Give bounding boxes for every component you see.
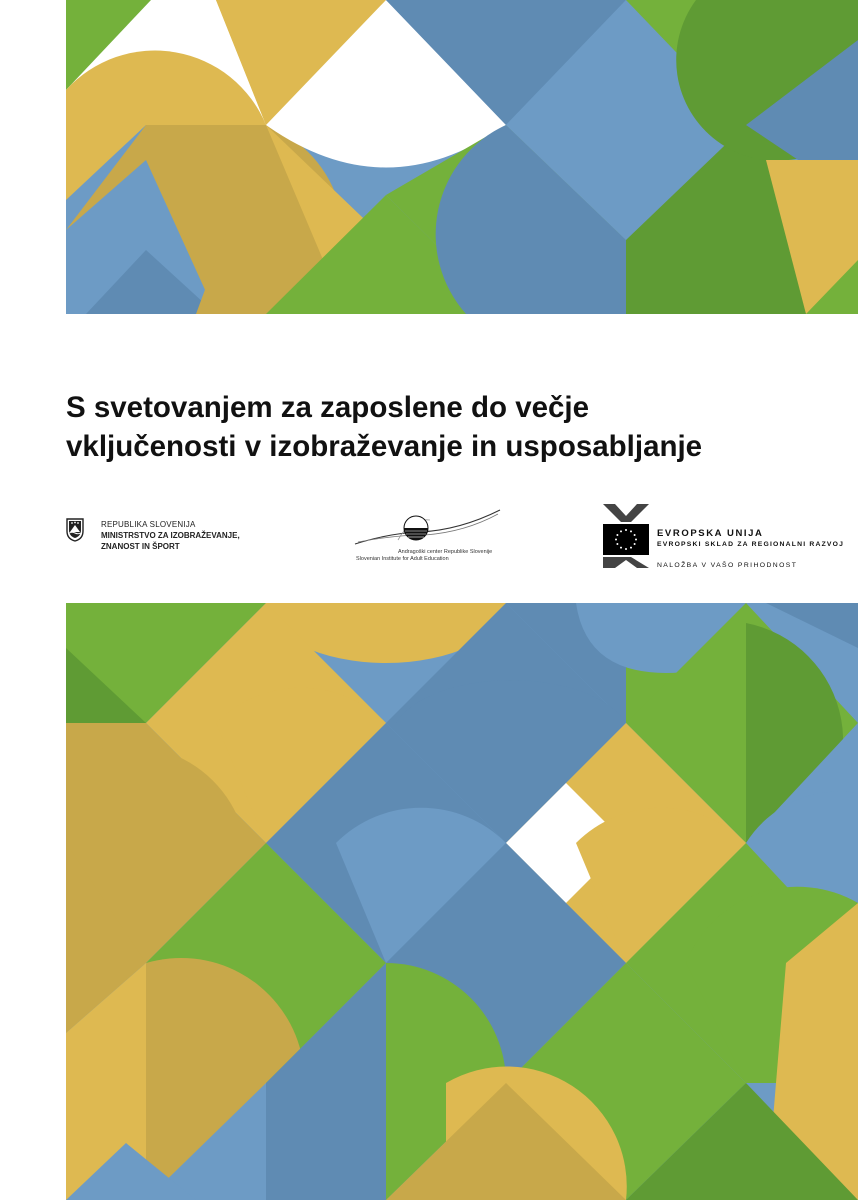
eu-fund-name: EVROPSKI SKLAD ZA REGIONALNI RAZVOJ: [657, 541, 845, 548]
eu-slogan: NALOŽBA V VAŠO PRIHODNOST: [657, 562, 798, 569]
document-title: [66, 388, 826, 466]
bottom-decorative-pattern: [66, 603, 858, 1200]
title-line-1: S svetovanjem za zaposlene do večje: [66, 391, 590, 424]
ministry-logo: [66, 516, 276, 566]
eu-logo: [601, 502, 845, 572]
acs-name-en: Slovenian Institute for Adult Education: [356, 556, 449, 562]
slovenia-crest-icon: [66, 518, 84, 542]
acs-name-sl: Andragoški center Republike Slovenije: [398, 549, 493, 555]
ministry-line-3: ZNANOST IN ŠPORT: [101, 542, 180, 551]
acs-emblem-icon: [350, 508, 510, 550]
top-decorative-pattern: [66, 0, 858, 314]
ministry-line-2: MINISTRSTVO ZA IZOBRAŽEVANJE,: [101, 531, 240, 540]
ministry-line-1: REPUBLIKA SLOVENIJA: [101, 520, 196, 529]
title-line-2: vključenosti v izobraževanje in usposabljanje: [66, 430, 703, 463]
eu-flag-icon: [603, 524, 649, 555]
eu-name: EVROPSKA UNIJA: [657, 528, 764, 539]
acs-logo: [350, 508, 510, 566]
